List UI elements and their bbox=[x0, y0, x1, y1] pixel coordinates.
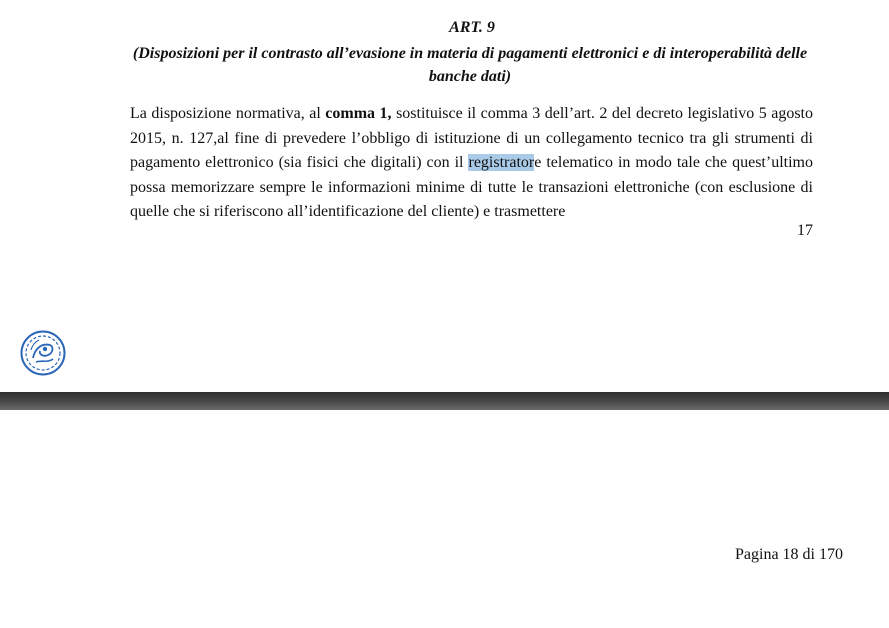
article-title: ART. 9 bbox=[449, 19, 495, 36]
article-paragraph bbox=[130, 102, 813, 225]
paragraph-text-1: La disposizione normativa, al bbox=[130, 105, 326, 122]
page-footer: Pagina 18 di 170 bbox=[735, 546, 843, 563]
article-subtitle: (Disposizioni per il contrasto all’evasione in materia di pagamenti elettronici e di interoperabilità delle banche dati) bbox=[132, 45, 808, 85]
document-page-lower bbox=[0, 410, 889, 628]
paragraph-text-3: e telematico in modo tale che quest’ultimo possa memorizzare sempre le informazioni minime di tutte le transazioni elettroniche (con esclusione di quelle che si riferiscono all’identificazione del cliente) e trasmettere bbox=[130, 154, 813, 220]
paragraph-text-2: sostituisce il comma 3 dell’art. 2 del decreto legislativo 5 agosto 2015, n. 127,al fine di prevedere l’obbligo di istituzione di un collegamento tecnico tra gli strumenti di pagamento elettronico (sia fisici che digitali) con il bbox=[130, 105, 813, 171]
page-number: 17 bbox=[797, 222, 813, 239]
page-separator bbox=[0, 392, 889, 410]
search-highlight[interactable]: registrator bbox=[468, 154, 535, 171]
paragraph-bold-comma: comma 1, bbox=[325, 105, 392, 122]
seal-emblem-icon bbox=[20, 330, 66, 376]
